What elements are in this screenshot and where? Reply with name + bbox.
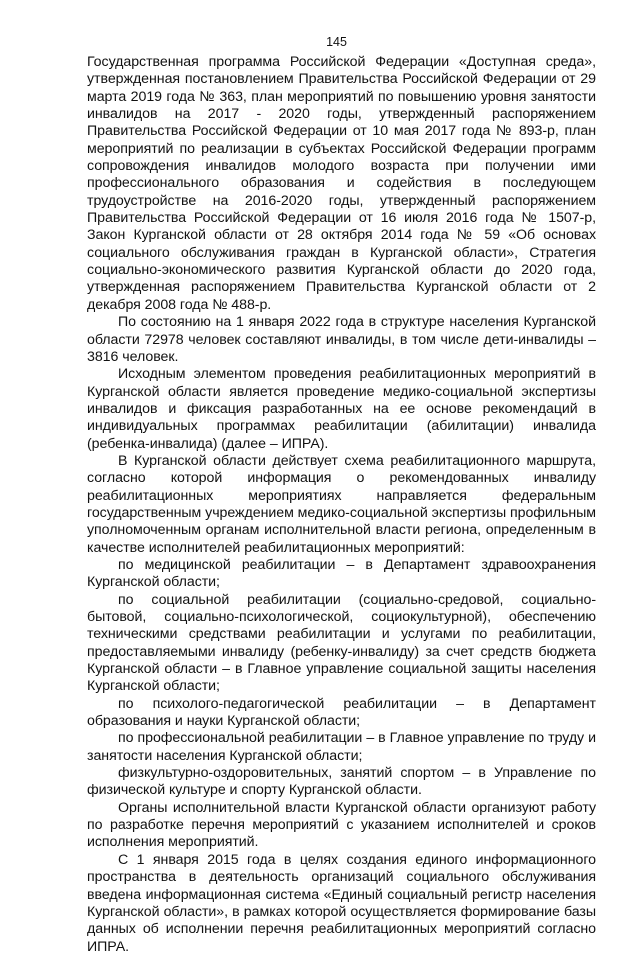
document-body bbox=[87, 54, 596, 956]
paragraph-executive-bodies: Органы исполнительной власти Курганской области организуют работу по разработке перечня мероприятий с указанием исполнителей и сроков исполнения мероприятий. bbox=[87, 799, 596, 851]
paragraph-rehabilitation-route: В Курганской области действует схема реабилитационного маршрута, согласно которой информация о рекомендованных инвалиду реабилитационных мероприятиях направляется федеральным государственным учреждением медико-социальной экспертизы профильным уполномоченным органам исполнительной власти региона, определенным в качестве исполнителей реабилитационных мероприятий: bbox=[87, 452, 597, 556]
list-item-social-rehabilitation: по социальной реабилитации (социально-средовой, социально-бытовой, социально-психологической, социокультурной), обеспечению техническими средствами реабилитации и услугами по реабилитации, предоставляемыми инвалиду (ребенку-инвалиду) за счет средств бюджета Курганской области – в Главное управление социальной защиты населения Курганской области; bbox=[87, 591, 596, 695]
page-number: 145 bbox=[326, 35, 347, 49]
paragraph-medical-expertise: Исходным элементом проведения реабилитационных мероприятий в Курганской области является проведение медико-социальной экспертизы инвалидов и фиксация разработанных на ее основе рекомендаций в индивидуальных программах реабилитации (абилитации) инвалида (ребенка-инвалида) (далее – ИПРА). bbox=[87, 366, 596, 452]
list-item-psychological-pedagogical-rehabilitation: по психолого-педагогической реабилитации – в Департамент образования и науки Курганской области; bbox=[87, 695, 596, 730]
paragraph-information-system: С 1 января 2015 года в целях создания единого информационного пространства в деятельность организаций социального обслуживания введена информационная система «Единый социальный регистр населения Курганской области», в рамках которой осуществляется формирование базы данных об исполнении перечня реабилитационных мероприятий согласно ИПРА. bbox=[87, 851, 596, 955]
paragraph-legal-basis: Государственная программа Российской Федерации «Доступная среда», утвержденная постановлением Правительства Российской Федерации от 29 марта 2019 года № 363, план мероприятий по повышению уровня занятости инвалидов на 2017 - 2020 годы, утвержденный распоряжением Правительства Российской Федерации от 10 мая 2017 года № 893-р, план мероприятий по реализации в субъектах Российской Федерации программ сопровождения инвалидов молодого возраста при получении ими профессионального образования и содействия в последующем трудоустройстве на 2016-2020 годы, утвержденный распоряжением Правительства Российской Федерации от 16 июля 2016 года № 1507-р, Закон Курганской области от 28 октября 2014 года № 59 «Об основах социального обслуживания граждан в Курганской области», Стратегия социально-экономического развития Курганской области до 2020 года, утвержденная распоряжением Правительства Курганской области от 2 декабря 2008 года № 488-р. bbox=[87, 54, 596, 313]
list-item-medical-rehabilitation: по медицинской реабилитации – в Департамент здравоохранения Курганской области; bbox=[87, 556, 596, 591]
list-item-sports-rehabilitation: физкультурно-оздоровительных, занятий спортом – в Управление по физической культуре и спорту Курганской области. bbox=[87, 765, 596, 799]
paragraph-disabled-population: По состоянию на 1 января 2022 года в структуре населения Курганской области 72978 человек составляют инвалиды, в том числе дети-инвалиды – 3816 человек. bbox=[87, 314, 596, 365]
list-item-professional-rehabilitation: по профессиональной реабилитации – в Главное управление по труду и занятости населения Курганской области; bbox=[87, 730, 596, 764]
